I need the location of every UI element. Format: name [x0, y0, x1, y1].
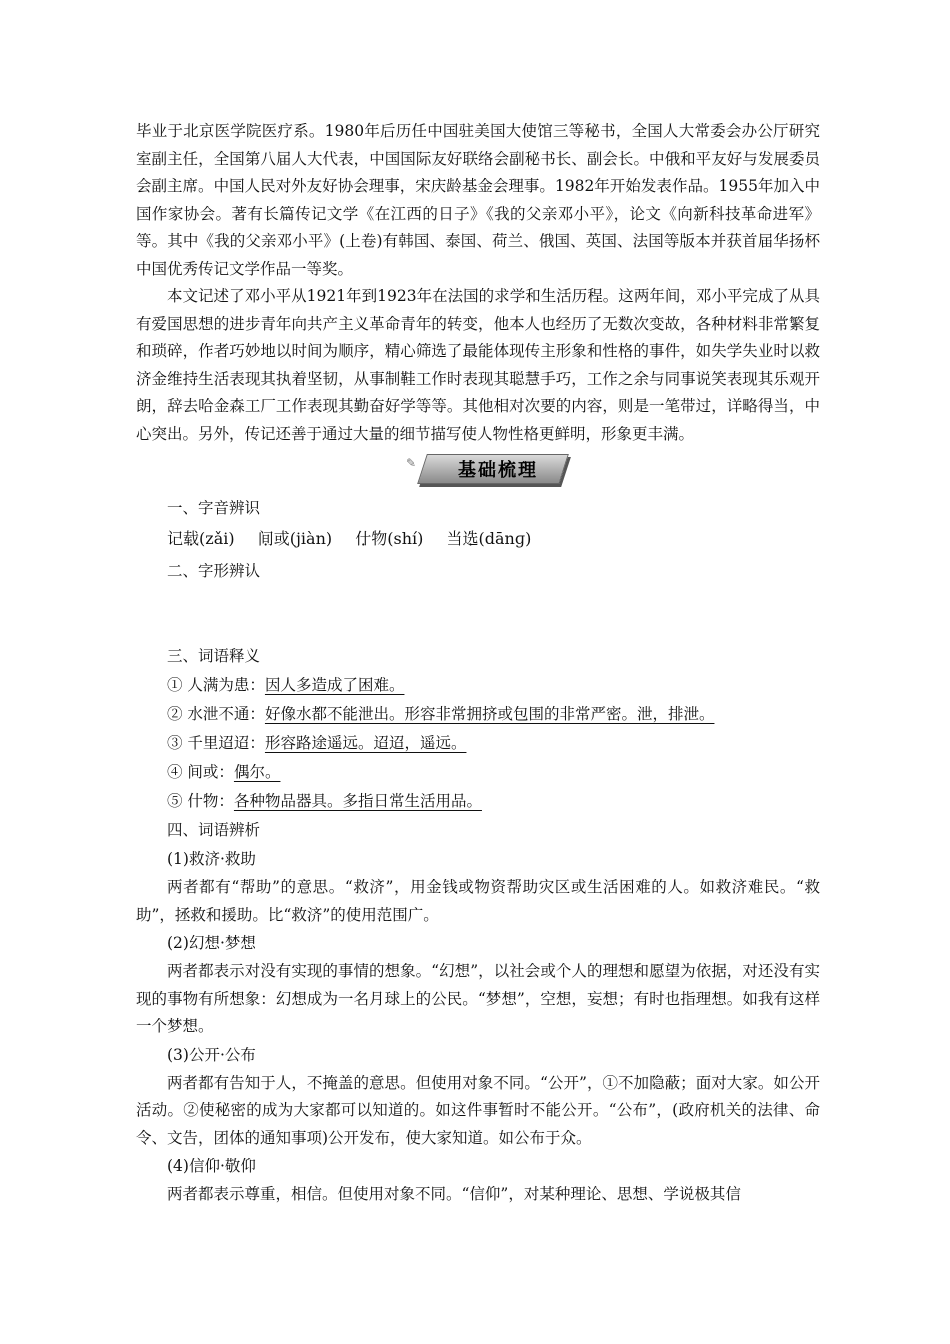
definition-item: ③ 千里迢迢：形容路途遥远。迢迢，遥远。 — [167, 734, 467, 752]
section1-heading: 一、字音辨识 — [167, 499, 261, 517]
word-pair-text: 两者都表示尊重，相信。但使用对象不同。“信仰”，对某种理论、思想、学说极其信 — [167, 1185, 741, 1203]
pinyin-item: 记载(zǎi) — [167, 529, 235, 548]
pinyin-item: 间或(jiàn) — [257, 529, 333, 548]
word-pair-title: (4)信仰·敬仰 — [167, 1157, 256, 1175]
banner-title: 基础梳理 — [458, 460, 538, 481]
word-pair-title: (1)救济·救助 — [167, 850, 256, 868]
definition-item: ② 水泄不通：好像水都不能泄出。形容非常拥挤或包围的非常严密。泄，排泄。 — [167, 705, 715, 723]
section2-heading: 二、字形辨认 — [167, 562, 261, 580]
section4-heading: 四、词语辨析 — [167, 821, 261, 839]
intro-paragraph-1: 毕业于北京医学院医疗系。1980年后历任中国驻美国大使馆三等秘书，全国人大常委会办公厅研究室副主任，全国第八届人大代表，中国国际友好联络会副秘书长、副会长。中俄和平友好与发展委员会副主席。中国人民对外友好协会理事，宋庆龄基金会理事。1982年开始发表作品。1955年加入中国作家协会。著有长篇传记文学《在江西的日子》《我的父亲邓小平》，论文《向新科技革命进军》等。其中《我的父亲邓小平》(上卷)有韩国、泰国、荷兰、俄国、英国、法国等版本并获首届华扬杯中国优秀传记文学作品一等奖。 — [136, 122, 820, 278]
word-pair-text: 两者都有告知于人，不掩盖的意思。但使用对象不同。“公开”，①不加隐蔽；面对大家。如公开活动。②使秘密的成为大家都可以知道的。如这件事暂时不能公开。“公布”，(政府机关的法律、命令、文告，团体的通知事项)公开发布，使大家知道。如公布于众。 — [136, 1073, 820, 1147]
section3-heading: 三、词语释义 — [167, 647, 261, 665]
word-pair-text: 两者都有“帮助”的意思。“救济”，用金钱或物资帮助灾区或生活困难的人。如救济难民。“救助”，拯救和援助。比“救济”的使用范围广。 — [136, 878, 820, 924]
word-pair-text: 两者都表示对没有实现的事情的想象。“幻想”，以社会或个人的理想和愿望为依据，对还没有实现的事物有所想象：幻想成为一名月球上的公民。“梦想”，空想，妄想；有时也指理想。如我有这样一个梦想。 — [136, 962, 820, 1035]
definition-item: ⑤ 什物：各种物品器具。多指日常生活用品。 — [167, 792, 482, 810]
word-pair-title: (2)幻想·梦想 — [167, 934, 256, 952]
blank-space — [136, 586, 820, 642]
definition-item: ① 人满为患：因人多造成了困难。 — [167, 676, 405, 694]
pinyin-item: 当选(dānɡ) — [446, 529, 532, 548]
banner-decoration-icon: ✎ — [406, 456, 417, 470]
word-pair-title: (3)公开·公布 — [167, 1045, 256, 1064]
intro-paragraph-2: 本文记述了邓小平从1921年到1923年在法国的求学和生活历程。这两年间，邓小平完成了从具有爱国思想的进步青年向共产主义革命青年的转变，他本人也经历了无数次变故，各种材料非常繁复和琐碎，作者巧妙地以时间为顺序，精心筛选了最能体现传主形象和性格的事件，如失学失业时以救济金维持生活表现其执着坚韧，从事制鞋工作时表现其聪慧手巧，工作之余与同事说笑表现其乐观开朗，辞去哈金森工厂工作表现其勤奋好学等等。其他相对次要的内容，则是一笔带过，详略得当，中心突出。另外，传记还善于通过大量的细节描写使人物性格更鲜明，形象更丰满。 — [136, 287, 820, 443]
document-page — [136, 118, 820, 1209]
section-banner — [136, 450, 820, 494]
definition-item: ④ 间或：偶尔。 — [167, 763, 281, 781]
pinyin-item: 什物(shí) — [355, 529, 424, 548]
pinyin-list — [136, 523, 820, 555]
